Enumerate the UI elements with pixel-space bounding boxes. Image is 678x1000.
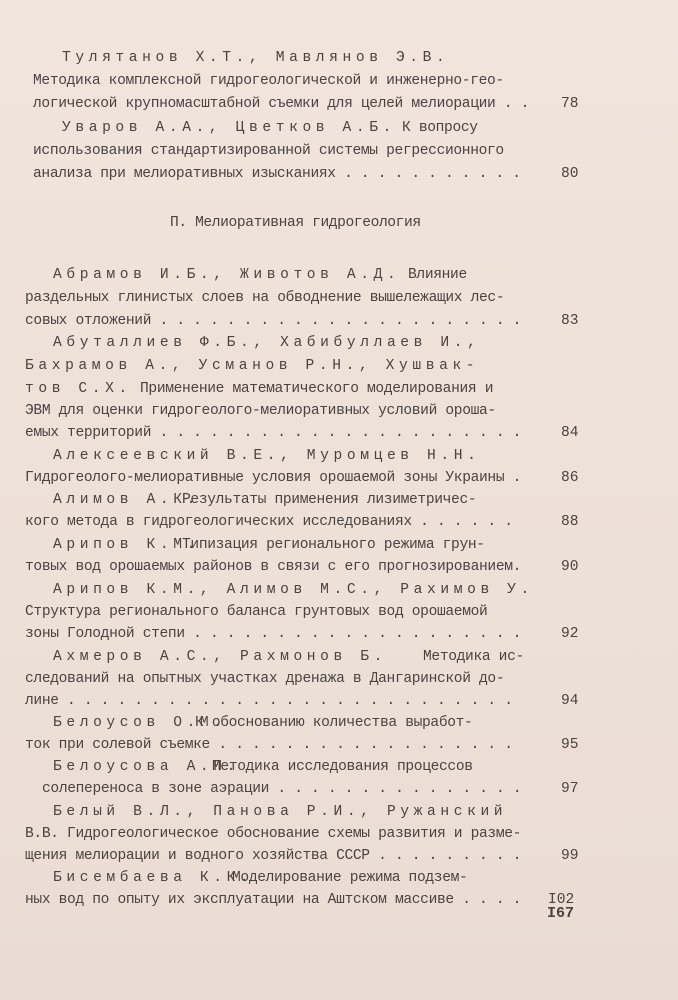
entry-title-line: зоны Голодной степи . . . . . . . . . . . . . . . . . . . . (25, 626, 522, 642)
section-heading: П. Мелиоративная гидрогеология (170, 215, 421, 231)
entry-title-line: ток при солевой съемке . . . . . . . . . . . . . . . . . . (25, 737, 513, 753)
entry-authors: Алимов А.К. (53, 492, 200, 508)
entry-title-line: совых отложений . . . . . . . . . . . . . . . . . . . . . . (25, 313, 522, 329)
entry-title-line: следований на опытных участках дренажа в Дангаринской до- (25, 671, 505, 687)
entry-title-line: ЭВМ для оценки гидрогеолого-мелиоративных условий ороша- (25, 403, 496, 419)
entry-title-line: кого метода в гидрогеологических исследованиях . . . . . . (25, 514, 513, 530)
page-number: 90 (561, 559, 579, 575)
entry-title-line: лине . . . . . . . . . . . . . . . . . . . . . . . . . . . (25, 693, 513, 709)
entry-authors: Арипов К.М., Алимов М.С., Рахимов У. (53, 582, 534, 598)
entry-title-line: логической крупномасштабной съемки для целей мелиорации . . (33, 96, 530, 112)
entry-title-start: Результаты применения лизиметричес- (182, 492, 477, 508)
entry-title-start: Методика ис- (423, 649, 524, 665)
entry-title-start: Влияние (408, 267, 467, 283)
entry-title-start: Моделирование режима подзем- (232, 870, 468, 886)
page-number: 80 (561, 166, 579, 182)
page-number: 78 (561, 96, 579, 112)
entry-authors: Абуталлиев Ф.Б., Хабибуллаев И., (53, 335, 481, 351)
entry-title-start: Применение математического моделирования и (140, 381, 494, 397)
page-number: 99 (561, 848, 579, 864)
entry-authors: Алексеевский В.Е., Муромцев Н.Н. (53, 448, 481, 464)
entry-title-start: К обоснованию количества выработ- (195, 715, 473, 731)
page-number: 92 (561, 626, 579, 642)
entry-title-line: емых территорий . . . . . . . . . . . . . . . . . . . . . . (25, 425, 522, 441)
entry-title-start: Методика исследования процессов (212, 759, 473, 775)
entry-title-line: Гидрогеолого-мелиоративные условия орошаемой зоны Украины . (25, 470, 522, 486)
page-number: 84 (561, 425, 579, 441)
entry-title-start: К вопросу (402, 120, 478, 136)
entry-title-line: В.В. Гидрогеологическое обоснование схемы развития и разме- (25, 826, 522, 842)
entry-title-line: использования стандартизированной системы регрессионного (33, 143, 504, 159)
entry-authors: Уваров А.А., Цветков А.Б. (62, 120, 396, 136)
entry-authors: Белый В.Л., Панова Р.И., Ружанский (53, 804, 508, 820)
page-number: I02 (548, 892, 575, 908)
page-folio: I67 (547, 905, 575, 922)
entry-authors: Ахмеров А.С., Рахмонов Б. (53, 649, 387, 665)
entry-authors: Бахрамов А., Усманов Р.Н., Хушвак- (25, 358, 480, 374)
entry-authors: тов С.Х. (25, 381, 132, 397)
entry-title-line: раздельных глинистых слоев на обводнение вышележащих лес- (25, 290, 505, 306)
page-number: 86 (561, 470, 579, 486)
page-number: 83 (561, 313, 579, 329)
entry-authors: Белоусов О.М. (53, 715, 227, 731)
entry-title-line: ных вод по опыту их эксплуатации на Аштском массиве . . . . (25, 892, 522, 908)
entry-authors: Белоусова А.П. (53, 759, 241, 775)
entry-authors: Бисембаева К.К. (53, 870, 254, 886)
entry-authors: Абрамов И.Б., Животов А.Д. (53, 267, 401, 283)
page-number: 95 (561, 737, 579, 753)
page-number: 94 (561, 693, 579, 709)
entry-title-line: солепереноса в зоне аэрации . . . . . . . . . . . . . . . (42, 781, 522, 797)
page-number: 88 (561, 514, 579, 530)
entry-authors: Арипов К.М. (53, 537, 200, 553)
entry-title-line: Методика комплексной гидрогеологической и инженерно-гео- (33, 73, 504, 89)
page-number: 97 (561, 781, 579, 797)
entry-title-line: товых вод орошаемых районов в связи с его прогнозированием. (25, 559, 522, 575)
entry-title-line: Структура регионального баланса грунтовых вод орошаемой (25, 604, 488, 620)
entry-title-start: Типизация регионального режима грун- (182, 537, 485, 553)
entry-title-line: анализа при мелиоративных изысканиях . . . . . . . . . . . (33, 166, 521, 182)
entry-authors: Тулятанов Х.Т., Мавлянов Э.В. (62, 50, 450, 66)
entry-title-line: щения мелиорации и водного хозяйства СССР . . . . . . . . . (25, 848, 522, 864)
